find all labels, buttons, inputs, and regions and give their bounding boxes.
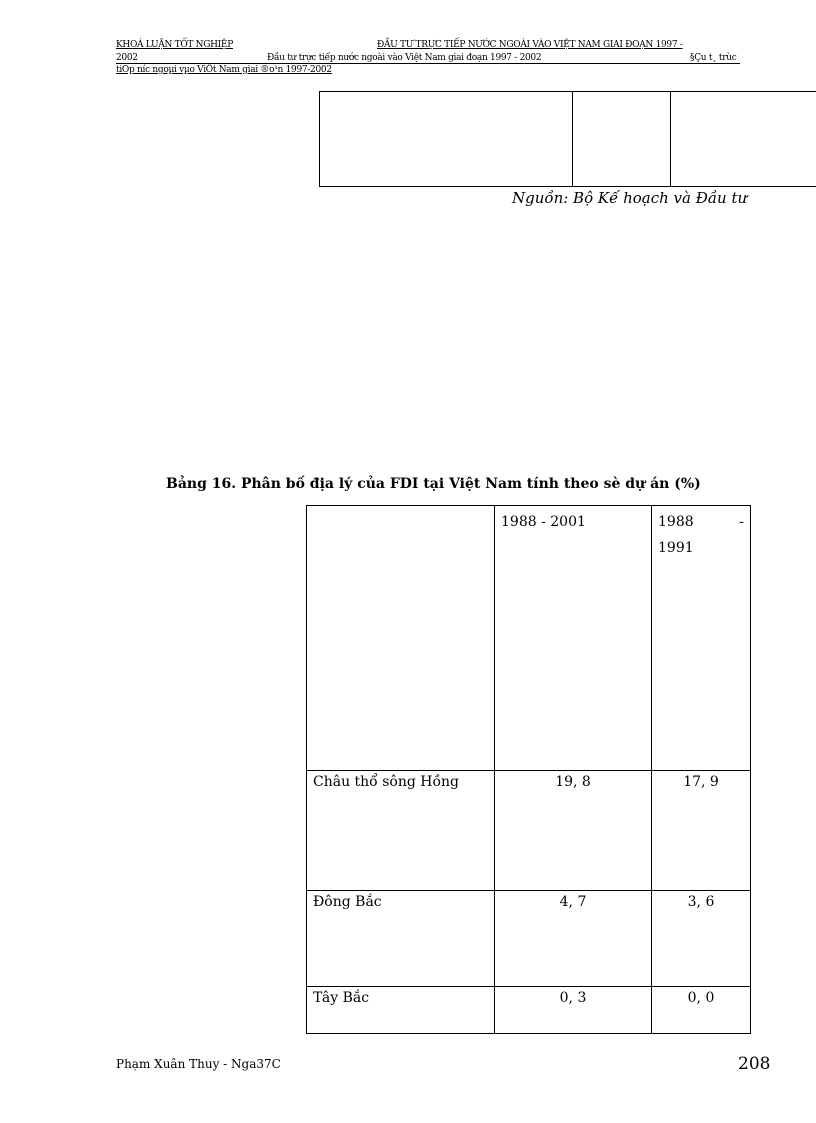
header-right-title: ĐẦU TƯ TRỰC TIẾP NƯỚC NGOÀI VÀO VIỆT NAM GIAI ĐOẠN 1997 -	[377, 40, 683, 50]
header-left-title: KHOÁ LUẬN TỐT NGHIỆP	[116, 40, 233, 50]
table-caption: Bảng 16. Phân bố địa lý của FDI tại Việt Nam tính theo sè dự án (%)	[166, 476, 701, 492]
row-value-1988-2001: 19, 8	[495, 771, 652, 891]
header-line2-right: §Çu t¸ trùc	[690, 53, 737, 63]
header-cell-period1: 1988 - 2001	[495, 506, 652, 771]
row-label: Tây Bắc	[307, 987, 495, 1034]
row-value-1988-1991: 17, 9	[652, 771, 751, 891]
header-period2-start: 1988	[658, 514, 694, 530]
header-line2-mid: Đầu tư trực tiếp nước ngoài vào Việt Nam giai đoạn 1997 - 2002	[267, 53, 542, 63]
header-period2-end: 1991	[658, 540, 694, 556]
header-line3: tiÕp níc ngoµi vµo ViÖt Nam giai ®o¹n 1997-2002	[116, 65, 332, 75]
header-cell-period2	[652, 506, 751, 771]
row-value-1988-2001: 0, 3	[495, 987, 652, 1034]
previous-table-fragment	[319, 91, 816, 187]
fdi-distribution-table	[306, 505, 751, 1034]
row-value-1988-1991: 0, 0	[652, 987, 751, 1034]
row-label: Đông Bắc	[307, 891, 495, 987]
table-row	[307, 891, 751, 987]
page-number: 208	[738, 1054, 771, 1074]
table-header-row	[307, 506, 751, 771]
header-rule	[116, 63, 740, 64]
footer-author: Phạm Xuân Thuy - Nga37C	[116, 1057, 281, 1071]
source-note: Nguồn: Bộ Kế hoạch và Đầu tư	[512, 189, 748, 207]
row-label: Châu thổ sông Hồng	[307, 771, 495, 891]
row-value-1988-1991: 3, 6	[652, 891, 751, 987]
table-row	[307, 987, 751, 1034]
table-row	[307, 771, 751, 891]
row-value-1988-2001: 4, 7	[495, 891, 652, 987]
header-period2-dash: -	[739, 514, 744, 530]
header-line2-left: 2002	[116, 53, 138, 63]
table-divider	[572, 92, 573, 186]
table-divider	[670, 92, 671, 186]
header-cell-empty	[307, 506, 495, 771]
